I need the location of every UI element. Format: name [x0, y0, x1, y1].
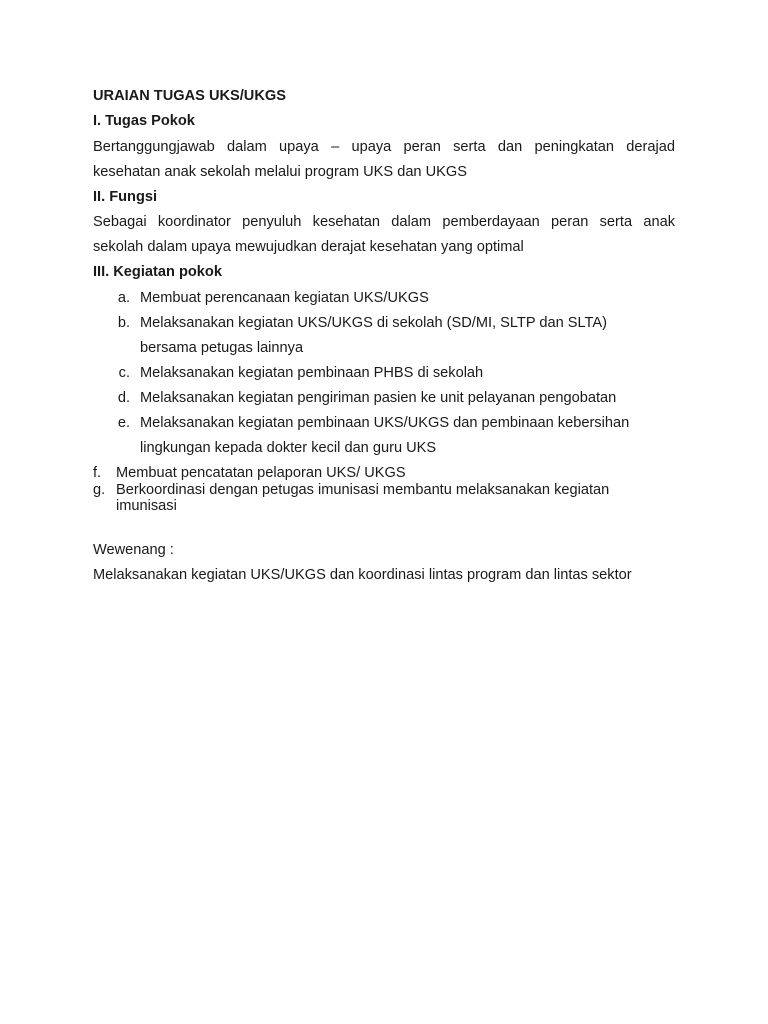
list-item-letter: g. — [93, 482, 106, 498]
list-item-continuation: imunisasi — [116, 498, 177, 514]
list-item: Melaksanakan kegiatan UKS/UKGS di sekolah (SD/MI, SLTP dan SLTA) — [140, 315, 607, 331]
section-heading-wewenang: Wewenang : — [93, 542, 174, 558]
list-item-letter: a. — [117, 290, 130, 306]
paragraph-line: Sebagai koordinator penyuluh kesehatan dalam pemberdayaan peran serta anak — [93, 214, 675, 230]
paragraph-line: Bertanggungjawab dalam upaya – upaya peran serta dan peningkatan derajad — [93, 139, 675, 155]
list-item-letter: f. — [93, 465, 102, 481]
section-heading-kegiatan-pokok: III. Kegiatan pokok — [93, 264, 222, 280]
list-item-continuation: lingkungan kepada dokter kecil dan guru UKS — [140, 440, 437, 456]
list-item: Membuat pencatatan pelaporan UKS/ UKGS — [116, 465, 406, 481]
list-item: Melaksanakan kegiatan pengiriman pasien ke unit pelayanan pengobatan — [140, 390, 617, 406]
paragraph-line: Melaksanakan kegiatan UKS/UKGS dan koordinasi lintas program dan lintas sektor — [93, 567, 632, 583]
list-item: Melaksanakan kegiatan pembinaan UKS/UKGS dan pembinaan kebersihan — [140, 415, 630, 431]
document-title: URAIAN TUGAS UKS/UKGS — [93, 88, 286, 104]
paragraph-line: kesehatan anak sekolah melalui program UKS dan UKGS — [93, 164, 467, 180]
list-item: Berkoordinasi dengan petugas imunisasi membantu melaksanakan kegiatan — [116, 482, 610, 498]
list-item-letter: b. — [117, 315, 130, 331]
section-heading-tugas-pokok: I. Tugas Pokok — [93, 113, 195, 129]
list-item: Melaksanakan kegiatan pembinaan PHBS di sekolah — [140, 365, 484, 381]
paragraph-line: sekolah dalam upaya mewujudkan derajat kesehatan yang optimal — [93, 239, 524, 255]
list-item-continuation: bersama petugas lainnya — [140, 340, 304, 356]
list-item-letter: c. — [118, 365, 130, 381]
section-heading-fungsi: II. Fungsi — [93, 189, 158, 205]
list-item: Membuat perencanaan kegiatan UKS/UKGS — [140, 290, 429, 306]
list-item-letter: d. — [117, 390, 130, 406]
list-item-letter: e. — [117, 415, 130, 431]
